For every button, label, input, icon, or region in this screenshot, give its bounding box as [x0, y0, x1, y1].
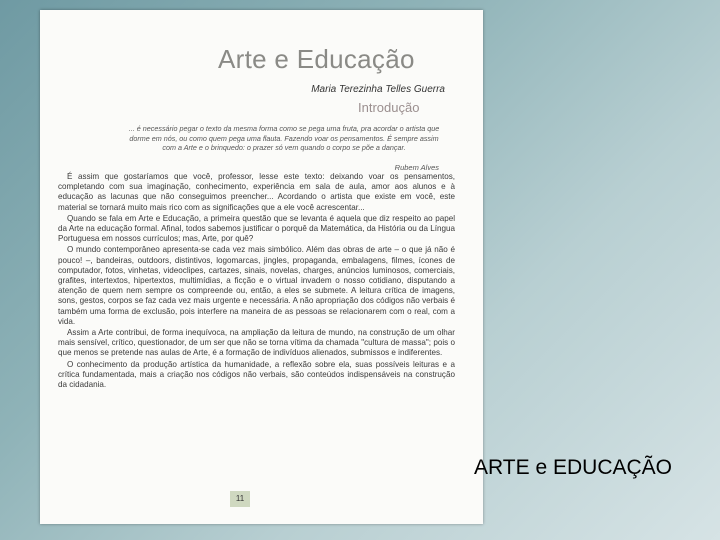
body-text	[58, 172, 455, 391]
epigraph: ... é necessário pegar o texto da mesma forma como se pega uma fruta, pra acordar o artista que dorme em nós, ou como quem pega uma flauta. Fazendo voar os pensamentos. É sempre assim com a Arte e o brinquedo: o prazer só vem quando o corpo se põe a dançar.	[128, 124, 440, 153]
page-number: 11	[230, 491, 250, 507]
document-title: Arte e Educação	[218, 44, 415, 74]
paragraph: O conhecimento da produção artística da humanidade, a reflexão sobre ela, suas possíveis leituras e a crítica fundamentada, mais a criação nos códigos não verbais, são conteúdos indispensáveis na construção da cidadania.	[58, 359, 455, 390]
epigraph-author: Rubem Alves	[394, 163, 439, 172]
paragraph: O mundo contemporâneo apresenta-se cada vez mais simbólico. Além das obras de arte – o que já não é pouco! –, bandeiras, outdoors, distintivos, logomarcas, jingles, propaganda, embalagens, filmes, ícones de computador, fotos, vinhetas, videoclipes, cartazes, sinais, novelas, charges, anúncios luminosos, comerciais, grafites, intertextos, hipertextos, multimídias, a ficção e o virtual invadem o nosso cotidiano, disputando a atenção de quem nem sempre os compreende ou, então, a eles se submete. A leitura crítica de imagens, sons, gestos, corpos se faz cada vez mais urgente e necessária. A não apropriação dos códigos não verbais é também uma forma de exclusão, pois interfere na maneira de as pessoas se relacionarem com o real, com a vida.	[58, 245, 455, 326]
slide-caption: ARTE e EDUCAÇÃO	[474, 456, 672, 479]
section-heading: Introdução	[358, 100, 420, 115]
paragraph: Quando se fala em Arte e Educação, a primeira questão que se levanta é aquela que diz respeito ao papel da Arte na educação formal. Afinal, todos sabemos justificar o porquê da Matemática, da História ou da Língua Portuguesa em nossos currículos; mas, Arte, por quê?	[58, 213, 455, 244]
scanned-page	[40, 10, 483, 524]
paragraph: É assim que gostaríamos que você, professor, lesse este texto: deixando voar os pensamentos, completando com sua imaginação, conhecimento, experiência em sala de aula, amor aos alunos e à educação as lacunas que não conseguimos preencher... Acordando o artista que existe em você, este material se tornará muito mais rico com as significações que a ele você acrescentar...	[58, 172, 455, 212]
document-author: Maria Terezinha Telles Guerra	[311, 84, 445, 95]
paragraph: Assim a Arte contribui, de forma inequívoca, na ampliação da leitura de mundo, na construção de um olhar mais sensível, crítico, questionador, de um ser que não se torna vítima da chamada "cultura de massa"; pois o que menos se pretende nas aulas de Arte, é a formação de indivíduos alienados, submissos e indiferentes.	[58, 328, 455, 358]
